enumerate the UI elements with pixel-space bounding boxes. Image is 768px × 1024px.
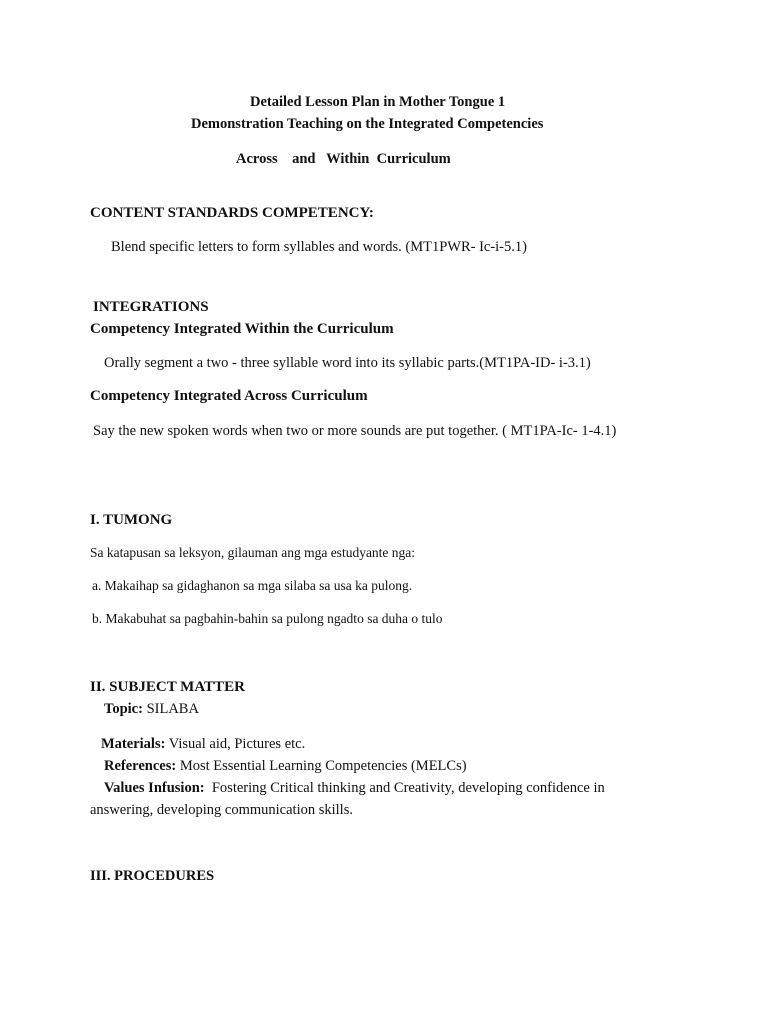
- values-value: Fostering Critical thinking and Creativity, developing confidence in: [204, 780, 605, 796]
- materials-value: Visual aid, Pictures etc.: [165, 736, 306, 752]
- across-curriculum-heading: Competency Integrated Across Curriculum: [90, 388, 368, 404]
- values-line: [104, 781, 605, 796]
- within-curriculum-text: Orally segment a two - three syllable word into its syllabic parts.(MT1PA-ID- i-3.1): [104, 355, 591, 371]
- references-line: [104, 759, 467, 774]
- tumong-heading: I. TUMONG: [90, 512, 173, 528]
- topic-label: Topic:: [104, 701, 143, 717]
- tumong-item-a: a. Makaihap sa gidaghanon sa mga silaba sa usa ka pulong.: [92, 578, 413, 593]
- tumong-intro: Sa katapusan sa leksyon, gilauman ang mga estudyante nga:: [90, 545, 416, 560]
- references-label: References:: [104, 758, 177, 774]
- content-standards-text: Blend specific letters to form syllables and words. (MT1PWR- Ic-i-5.1): [111, 239, 527, 255]
- values-line-continued: answering, developing communication skills.: [90, 802, 353, 818]
- references-value: Most Essential Learning Competencies (MELCs): [176, 758, 467, 774]
- tumong-item-b: b. Makabuhat sa pagbahin-bahin sa pulong ngadto sa duha o tulo: [92, 611, 443, 626]
- content-standards-heading: CONTENT STANDARDS COMPETENCY:: [90, 205, 374, 221]
- title-line-1: Detailed Lesson Plan in Mother Tongue 1: [250, 94, 506, 110]
- subject-matter-heading: II. SUBJECT MATTER: [90, 679, 245, 695]
- integrations-heading: INTEGRATIONS: [93, 299, 209, 315]
- materials-label: Materials:: [101, 736, 166, 752]
- within-curriculum-heading: Competency Integrated Within the Curriculum: [90, 321, 394, 337]
- title-line-3: Across and Within Curriculum: [236, 151, 451, 167]
- across-curriculum-text: Say the new spoken words when two or more sounds are put together. ( MT1PA-Ic- 1-4.1): [93, 423, 617, 439]
- title-line-2: Demonstration Teaching on the Integrated Competencies: [191, 116, 544, 132]
- procedures-heading: III. PROCEDURES: [90, 868, 215, 884]
- materials-line: [101, 737, 305, 752]
- topic-line: [104, 702, 199, 717]
- topic-value: SILABA: [142, 701, 199, 717]
- values-label: Values Infusion:: [104, 780, 205, 796]
